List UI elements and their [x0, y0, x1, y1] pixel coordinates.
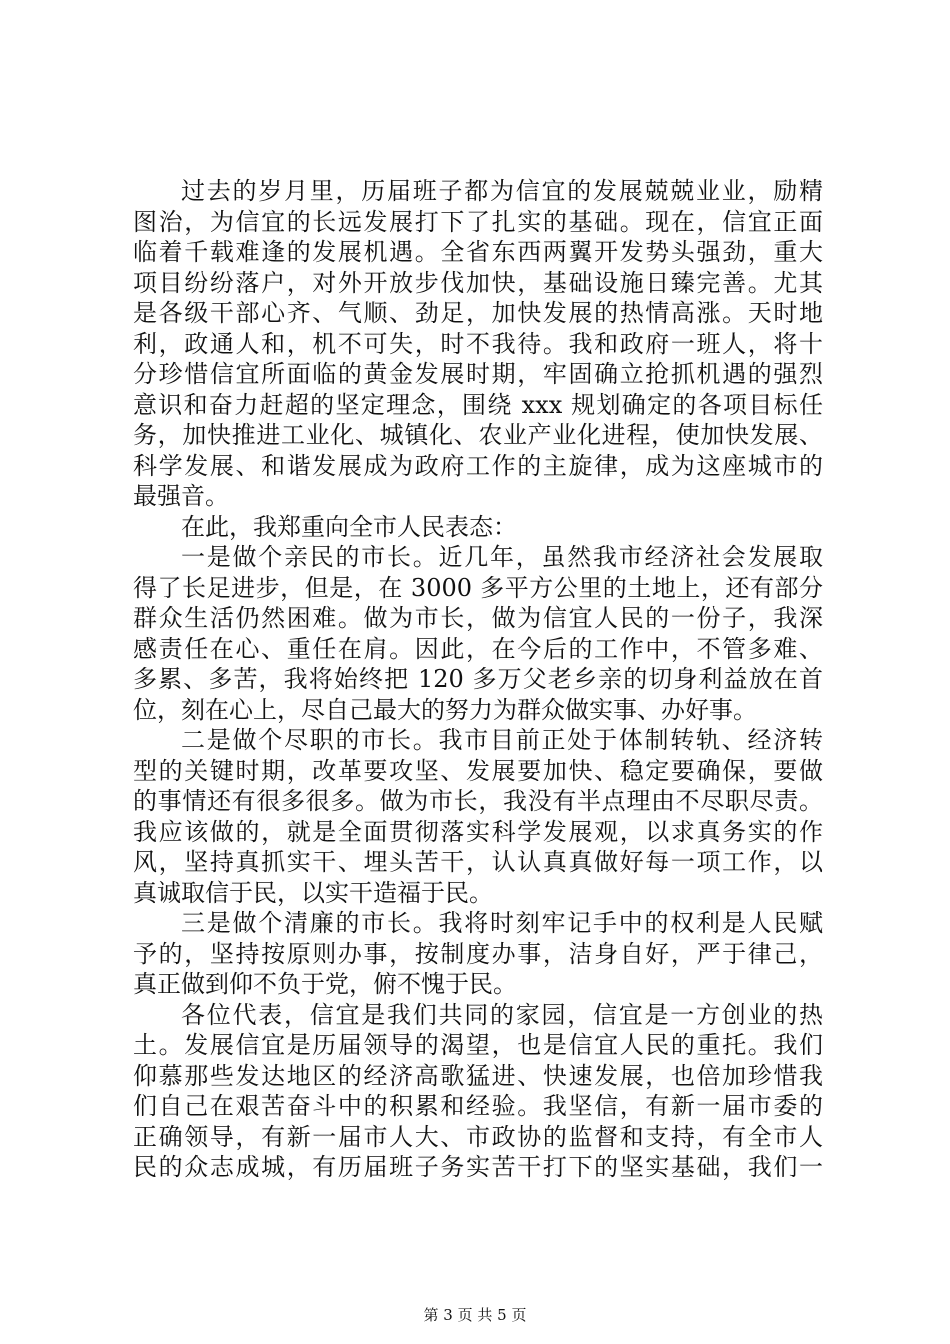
text-line: 意识和奋力赶超的坚定理念，围绕 xxx 规划确定的各项目标任 [133, 390, 823, 419]
text-line: 得了长足进步，但是，在 3000 多平方公里的土地上，还有部分 [133, 573, 823, 602]
text-line: 土。发展信宜是历届领导的渴望，也是信宜人民的重托。我们 [133, 1031, 823, 1059]
paragraph [133, 176, 823, 512]
document-body [133, 176, 823, 1183]
text-line: 是各级干部心齐、气顺、劲足，加快发展的热情高涨。天时地 [133, 299, 823, 327]
text-line: 项目纷纷落户，对外开放步伐加快，基础设施日臻完善。尤其 [133, 268, 823, 297]
text-line: 三是做个清廉的市长。我将时刻牢记手中的权利是人民赋 [181, 909, 823, 937]
paragraph [133, 512, 823, 543]
text-line: 务，加快推进工业化、城镇化、农业产业化进程，使加快发展、 [133, 421, 823, 449]
text-line: 最强音。 [133, 482, 229, 510]
text-line: 真诚取信于民，以实干造福于民。 [133, 878, 493, 907]
text-line: 在此，我郑重向全市人民表态： [181, 512, 517, 541]
text-line: 各位代表，信宜是我们共同的家园，信宜是一方创业的热 [181, 1000, 823, 1029]
text-line: 的事情还有很多很多。做为市长，我没有半点理由不尽职尽责。 [133, 787, 823, 815]
text-line: 多累、多苦，我将始终把 120 多万父老乡亲的切身利益放在首 [133, 665, 823, 693]
text-line: 民的众志成城，有历届班子务实苦干打下的坚实基础，我们一 [133, 1153, 823, 1181]
page-footer: 第 3 页 共 5 页 [423, 1306, 527, 1324]
text-line: 正确领导，有新一届市人大、市政协的监督和支持，有全市人 [133, 1122, 823, 1151]
text-line: 临着千载难逢的发展机遇。全省东西两翼开发势头强劲，重大 [133, 238, 823, 266]
text-line: 真正做到仰不负于党，俯不愧于民。 [133, 970, 517, 998]
text-line: 我应该做的，就是全面贯彻落实科学发展观，以求真务实的作 [133, 817, 823, 846]
text-line: 感责任在心、重任在肩。因此，在今后的工作中，不管多难、 [133, 634, 823, 663]
text-line: 图治，为信宜的长远发展打下了扎实的基础。现在，信宜正面 [133, 207, 823, 236]
text-line: 仰慕那些发达地区的经济高歌猛进、快速发展，也倍加珍惜我 [133, 1061, 823, 1090]
paragraph [133, 908, 823, 1000]
text-line: 们自己在艰苦奋斗中的积累和经验。我坚信，有新一届市委的 [133, 1092, 823, 1120]
text-line: 型的关键时期，改革要攻坚、发展要加快、稳定要确保，要做 [133, 756, 823, 785]
text-line: 予的，坚持按原则办事，按制度办事，洁身自好，严于律己， [133, 939, 823, 968]
text-line: 风，坚持真抓实干、埋头苦干，认认真真做好每一项工作，以 [133, 848, 823, 876]
text-line: 利，政通人和，机不可失，时不我待。我和政府一班人，将十 [133, 329, 823, 358]
text-line: 分珍惜信宜所面临的黄金发展时期，牢固确立抢抓机遇的强烈 [133, 360, 823, 388]
paragraph [133, 1000, 823, 1183]
paragraph [133, 725, 823, 908]
paragraph [133, 542, 823, 725]
text-line: 二是做个尽职的市长。我市目前正处于体制转轨、经济转 [181, 726, 823, 754]
text-line: 一是做个亲民的市长。近几年，虽然我市经济社会发展取 [181, 543, 823, 571]
text-line: 群众生活仍然困难。做为市长，做为信宜人民的一份子，我深 [133, 604, 823, 632]
text-line: 位，刻在心上，尽自己最大的努力为群众做实事、办好事。 [133, 695, 757, 724]
text-line: 过去的岁月里，历届班子都为信宜的发展兢兢业业，励精 [181, 177, 823, 205]
text-line: 科学发展、和谐发展成为政府工作的主旋律，成为这座城市的 [133, 451, 823, 480]
